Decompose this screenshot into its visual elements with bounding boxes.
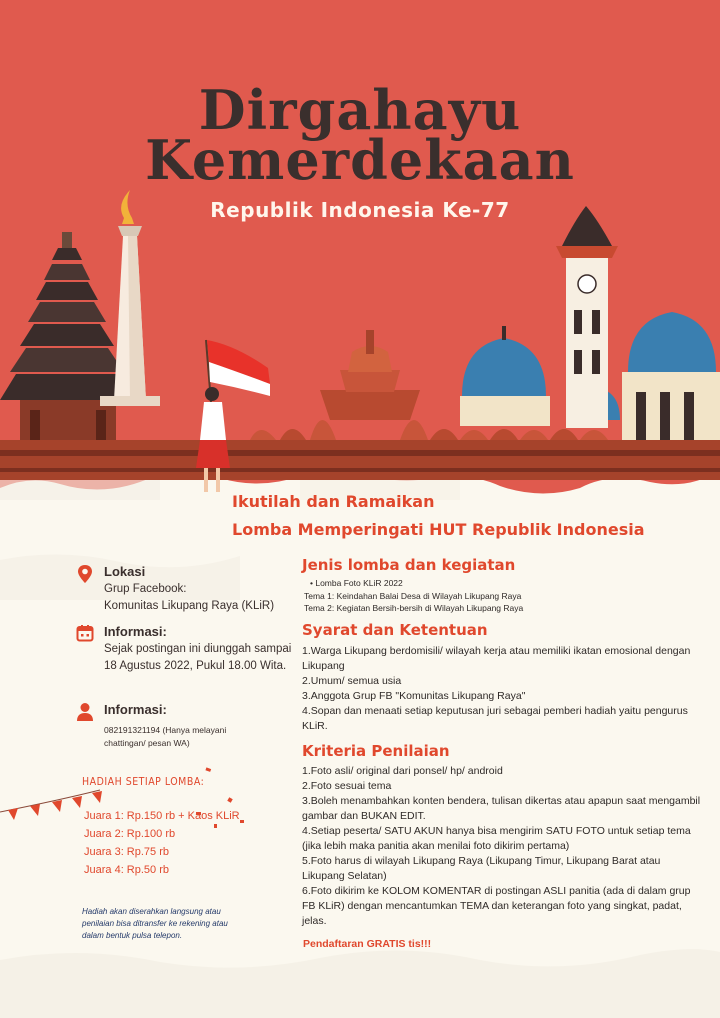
location-heading: Lokasi <box>104 564 146 579</box>
criteria-item-5: 5.Foto harus di wilayah Likupang Raya (Likupang Timur, Likupang Barat atau Likupang Selatan) <box>302 855 661 882</box>
criteria-item-2: 2.Foto sesuai tema <box>302 780 392 792</box>
terms-item-4: 4.Sopan dan menaati setiap keputusan juri sebagai pemberi hadiah yaitu pengurus KLiR. <box>302 705 688 732</box>
location-line-1: Grup Facebook: <box>104 583 187 595</box>
subtitle: Republik Indonesia Ke-77 <box>210 198 510 222</box>
terms-item-1: 1.Warga Likupang berdomisili/ wilayah kerja atau memiliki ikatan emosional dengan Likupang <box>302 645 691 672</box>
competition-heading: Jenis lomba dan kegiatan <box>302 556 516 574</box>
borobudur-temple-icon <box>250 330 608 440</box>
temple-wall <box>0 440 720 480</box>
calendar-icon <box>76 624 94 642</box>
invitation-line-2: Lomba Memperingati HUT Republik Indonesia <box>232 520 645 539</box>
criteria-item-1: 1.Foto asli/ original dari ponsel/ hp/ android <box>302 765 503 777</box>
bullet-icon: • <box>310 578 316 588</box>
criteria-list <box>302 764 702 929</box>
prize-3: Juara 3: Rp.75 rb <box>84 846 169 858</box>
pagoda-icon <box>0 232 136 440</box>
registration-note: Pendaftaran GRATIS tis!!! <box>303 938 432 950</box>
contact-heading: Informasi: <box>104 702 167 717</box>
prize-note: Hadiah akan diserahkan langsung atau penilaian bisa ditransfer ke rekening atau dalam bentuk pulsa telepon. <box>82 907 228 940</box>
terms-item-2: 2.Umum/ semua usia <box>302 675 402 687</box>
criteria-item-3: 3.Boleh menambahkan konten bendera, tulisan dikertas atau apapun saat mengambil gambar dan BUKAN EDIT. <box>302 795 701 822</box>
competition-theme-2: Tema 2: Kegiatan Bersih-bersih di Wilayah Likupang Raya <box>304 603 524 613</box>
title-line-1: Dirgahayu <box>198 78 522 142</box>
competition-bullet-text: Lomba Foto KLiR 2022 <box>315 578 403 588</box>
criteria-heading: Kriteria Penilaian <box>302 742 450 760</box>
prize-1: Juara 1: Rp.150 rb + Kaos KLiR <box>84 810 240 822</box>
terms-list <box>302 644 702 734</box>
info-text: Sejak postingan ini diunggah sampai 18 Agustus 2022, Pukul 18.00 Wita. <box>104 643 292 672</box>
prize-4: Juara 4: Rp.50 rb <box>84 864 169 876</box>
info-block <box>76 624 292 694</box>
location-pin-icon <box>76 564 94 584</box>
location-block <box>76 564 276 624</box>
criteria-item-4: 4.Setiap peserta/ SATU AKUN hanya bisa mengirim SATU FOTO untuk setiap tema (jika lebih maka panitia akan menilai foto dikirim pertama) <box>302 825 691 852</box>
info-heading: Informasi: <box>104 624 167 639</box>
criteria-item-6: 6.Foto dikirim ke KOLOM KOMENTAR di postingan ASLI panitia (ada di dalam grup FB KLiR) dengan mencantumkan TEMA dan keterangan foto yang singkat, padat, jelas. <box>302 885 691 927</box>
terms-heading: Syarat dan Ketentuan <box>302 621 488 639</box>
location-text <box>104 581 294 615</box>
competition-bullet <box>310 577 403 589</box>
monas-monument-icon <box>100 190 160 406</box>
prize-2: Juara 2: Rp.100 rb <box>84 828 176 840</box>
person-icon <box>76 702 94 722</box>
location-line-2: Komunitas Likupang Raya (KLiR) <box>104 600 275 612</box>
invitation-line-1: Ikutilah dan Ramaikan <box>232 492 435 511</box>
contact-block <box>76 702 276 762</box>
prize-title: HADIAH SETIAP LOMBA: <box>82 776 205 788</box>
contact-text: 082191321194 (Hanya melayani chattingan/ pesan WA) <box>104 725 227 748</box>
terms-item-3: 3.Anggota Grup FB "Komunitas Likupang Raya" <box>302 690 526 702</box>
competition-theme-1: Tema 1: Keindahan Balai Desa di Wilayah Likupang Raya <box>304 591 522 601</box>
title-line-2: Kemerdekaan <box>145 128 575 192</box>
